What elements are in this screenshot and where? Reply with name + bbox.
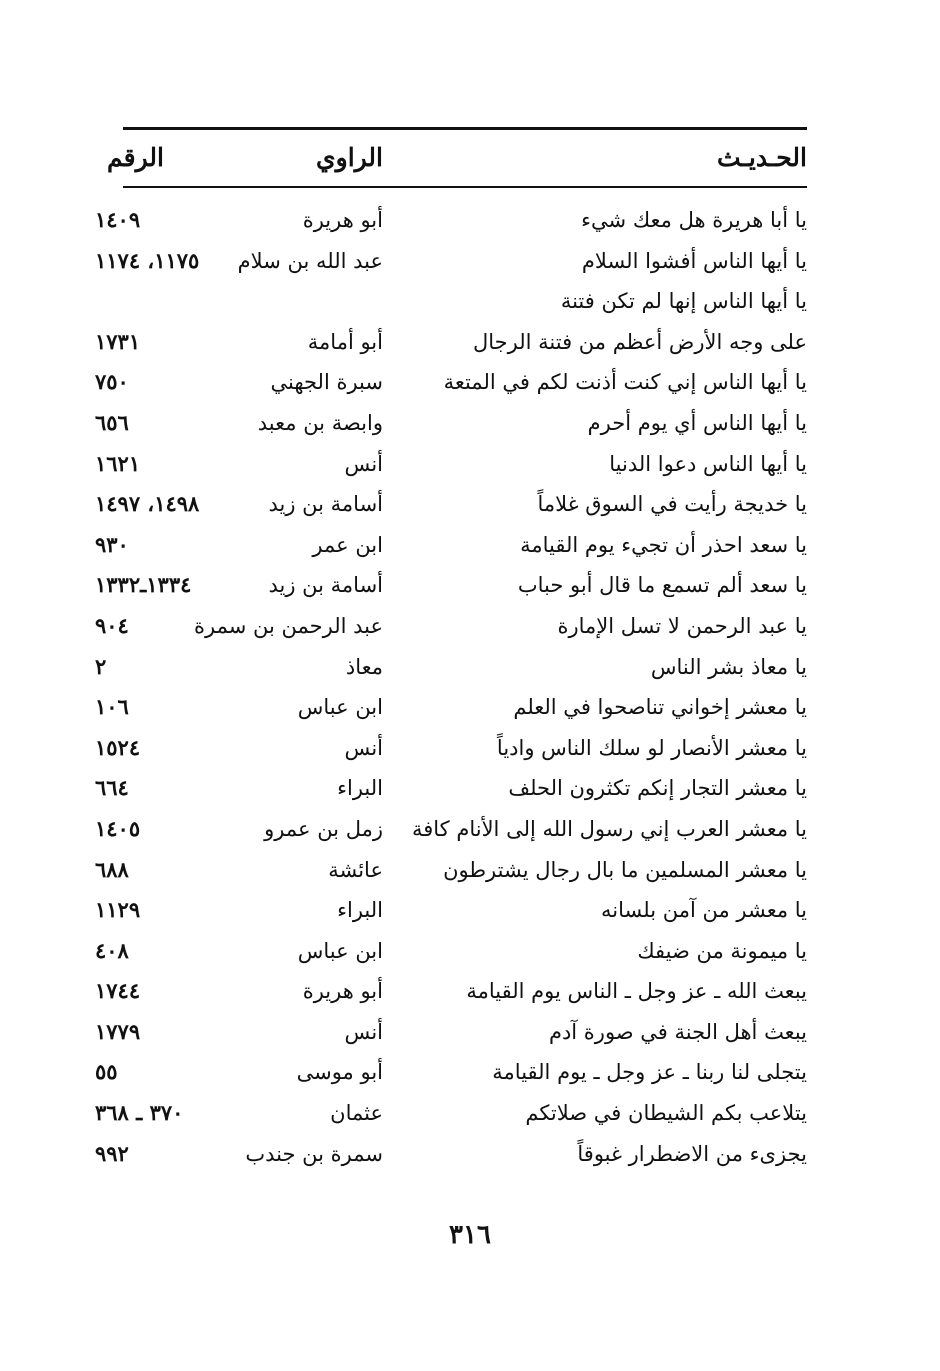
table-row	[0, 890, 940, 931]
hadith-number: ٤٠٨	[95, 937, 129, 963]
narrator-name: عثمان	[330, 1101, 383, 1126]
hadith-text: يا سعد احذر أن تجيء يوم القيامة	[520, 532, 807, 557]
hadith-number: ١٠٦	[95, 694, 129, 720]
hadith-text: يا أيها الناس دعوا الدنيا	[609, 451, 807, 476]
hadith-number: ٦٦٤	[95, 775, 129, 801]
narrator-name: عبد الرحمن بن سمرة	[194, 613, 383, 638]
table-header-rule	[123, 186, 807, 188]
table-row	[0, 444, 940, 485]
hadith-number: ١٧٣١	[95, 328, 141, 354]
hadith-text: يا معشر التجار إنكم تكثرون الحلف	[508, 776, 807, 801]
table-row	[0, 362, 940, 403]
narrator-name: البراء	[337, 776, 383, 801]
hadith-text: يبعث الله ـ عز وجل ـ الناس يوم القيامة	[466, 979, 807, 1004]
header-hadith: الحـديـث	[717, 143, 807, 172]
table-row	[0, 971, 940, 1012]
narrator-name: ابن عباس	[297, 695, 383, 720]
narrator-name: أنس	[344, 1019, 383, 1044]
narrator-name: البراء	[337, 898, 383, 923]
hadith-number: ١٧٧٩	[95, 1018, 141, 1044]
hadith-number: ٩٩٢	[95, 1140, 129, 1166]
page-number: ٣١٦	[449, 1220, 491, 1250]
hadith-number: ١٤٩٨، ١٤٩٧	[95, 491, 200, 517]
hadith-text: يا سعد ألم تسمع ما قال أبو حباب	[517, 573, 807, 598]
index-table-body	[0, 200, 940, 1174]
hadith-text: يا خديجة رأيت في السوق غلاماً	[537, 492, 807, 517]
narrator-name: وابصة بن معبد	[257, 410, 383, 435]
hadith-number: ١٤٠٩	[95, 207, 141, 232]
narrator-name: أسامة بن زيد	[268, 492, 383, 517]
hadith-text: يا عبد الرحمن لا تسل الإمارة	[557, 613, 807, 638]
hadith-text: يا أيها الناس إني كنت أذنت لكم في المتعة	[443, 370, 807, 395]
hadith-number: ١٦٢١	[95, 450, 141, 476]
narrator-name: سبرة الجهني	[270, 370, 383, 395]
hadith-number: ١٣٣٤ـ١٣٣٢	[95, 572, 192, 598]
table-row	[0, 687, 940, 728]
narrator-name: سمرة بن جندب	[245, 1141, 383, 1166]
hadith-text: يا أبا هريرة هل معك شيء	[581, 208, 807, 232]
table-row	[0, 647, 940, 688]
table-row	[0, 1093, 940, 1134]
hadith-text: يا معشر العرب إني رسول الله إلى الأنام كافة	[411, 816, 807, 841]
header-narrator: الراوي	[316, 143, 383, 172]
hadith-number: ١٤٠٥	[95, 815, 141, 841]
hadith-number: ٦٨٨	[95, 856, 129, 882]
hadith-text: يا معشر من آمن بلسانه	[601, 898, 807, 923]
hadith-text: يا أيها الناس أي يوم أحرم	[587, 410, 807, 435]
hadith-text: على وجه الأرض أعظم من فتنة الرجال	[473, 329, 807, 354]
hadith-text: يا معاذ بشر الناس	[650, 654, 807, 679]
hadith-text: يا معشر الأنصار لو سلك الناس وادياً	[496, 735, 807, 760]
narrator-name: أبو موسى	[296, 1060, 383, 1085]
narrator-name: ابن عمر	[312, 532, 383, 557]
table-row	[0, 728, 940, 769]
hadith-number: ٩٣٠	[95, 531, 129, 557]
narrator-name: أنس	[344, 451, 383, 476]
narrator-name: أسامة بن زيد	[268, 573, 383, 598]
narrator-name: أبو أمامة	[307, 329, 383, 354]
table-row	[0, 525, 940, 566]
table-row	[0, 565, 940, 606]
hadith-text: يا أيها الناس أفشوا السلام	[581, 248, 807, 273]
table-row	[0, 850, 940, 891]
table-row	[0, 484, 940, 525]
table-row	[0, 200, 940, 241]
table-row	[0, 241, 940, 282]
hadith-number: ٢	[95, 653, 107, 679]
hadith-text: يا معشر المسلمين ما بال رجال يشترطون	[443, 857, 807, 882]
hadith-number: ٥٥	[95, 1059, 118, 1085]
hadith-number: ١١٧٥، ١١٧٤	[95, 247, 200, 273]
table-row	[0, 1052, 940, 1093]
hadith-text: يتلاعب بكم الشيطان في صلاتكم	[525, 1101, 807, 1126]
hadith-text: يا ميمونة من ضيفك	[637, 938, 807, 963]
table-row	[0, 1134, 940, 1175]
table-row	[0, 931, 940, 972]
hadith-text: يا معشر إخواني تناصحوا في العلم	[513, 695, 807, 720]
table-row	[0, 322, 940, 363]
table-row	[0, 1012, 940, 1053]
hadith-number: ٣٧٠ ـ ٣٦٨	[95, 1100, 184, 1126]
narrator-name: زمل بن عمرو	[264, 816, 383, 841]
narrator-name: معاذ	[345, 654, 383, 679]
narrator-name: ابن عباس	[297, 938, 383, 963]
table-row	[0, 281, 940, 322]
table-top-rule	[123, 127, 807, 130]
narrator-name: أنس	[344, 735, 383, 760]
hadith-number: ٧٥٠	[95, 369, 129, 395]
narrator-name: أبو هريرة	[302, 979, 383, 1004]
hadith-text: يبعث أهل الجنة في صورة آدم	[548, 1019, 807, 1044]
hadith-number: ٩٠٤	[95, 612, 129, 638]
narrator-name: أبو هريرة	[302, 208, 383, 232]
table-row	[0, 606, 940, 647]
hadith-text: يتجلى لنا ربنا ـ عز وجل ـ يوم القيامة	[492, 1060, 807, 1085]
hadith-number: ١٧٤٤	[95, 978, 141, 1004]
hadith-number: ١١٢٩	[95, 897, 141, 923]
hadith-number: ٦٥٦	[95, 409, 129, 435]
table-row	[0, 768, 940, 809]
hadith-number	[95, 281, 245, 322]
table-row	[0, 809, 940, 850]
hadith-text: يجزىء من الاضطرار غبوقاً	[577, 1141, 807, 1166]
narrator-name: عبد الله بن سلام	[237, 248, 383, 273]
header-number: الرقم	[107, 143, 164, 172]
narrator-name: عائشة	[328, 857, 383, 882]
table-row	[0, 403, 940, 444]
hadith-text: يا أيها الناس إنها لم تكن فتنة	[560, 289, 807, 314]
hadith-number: ١٥٢٤	[95, 734, 141, 760]
